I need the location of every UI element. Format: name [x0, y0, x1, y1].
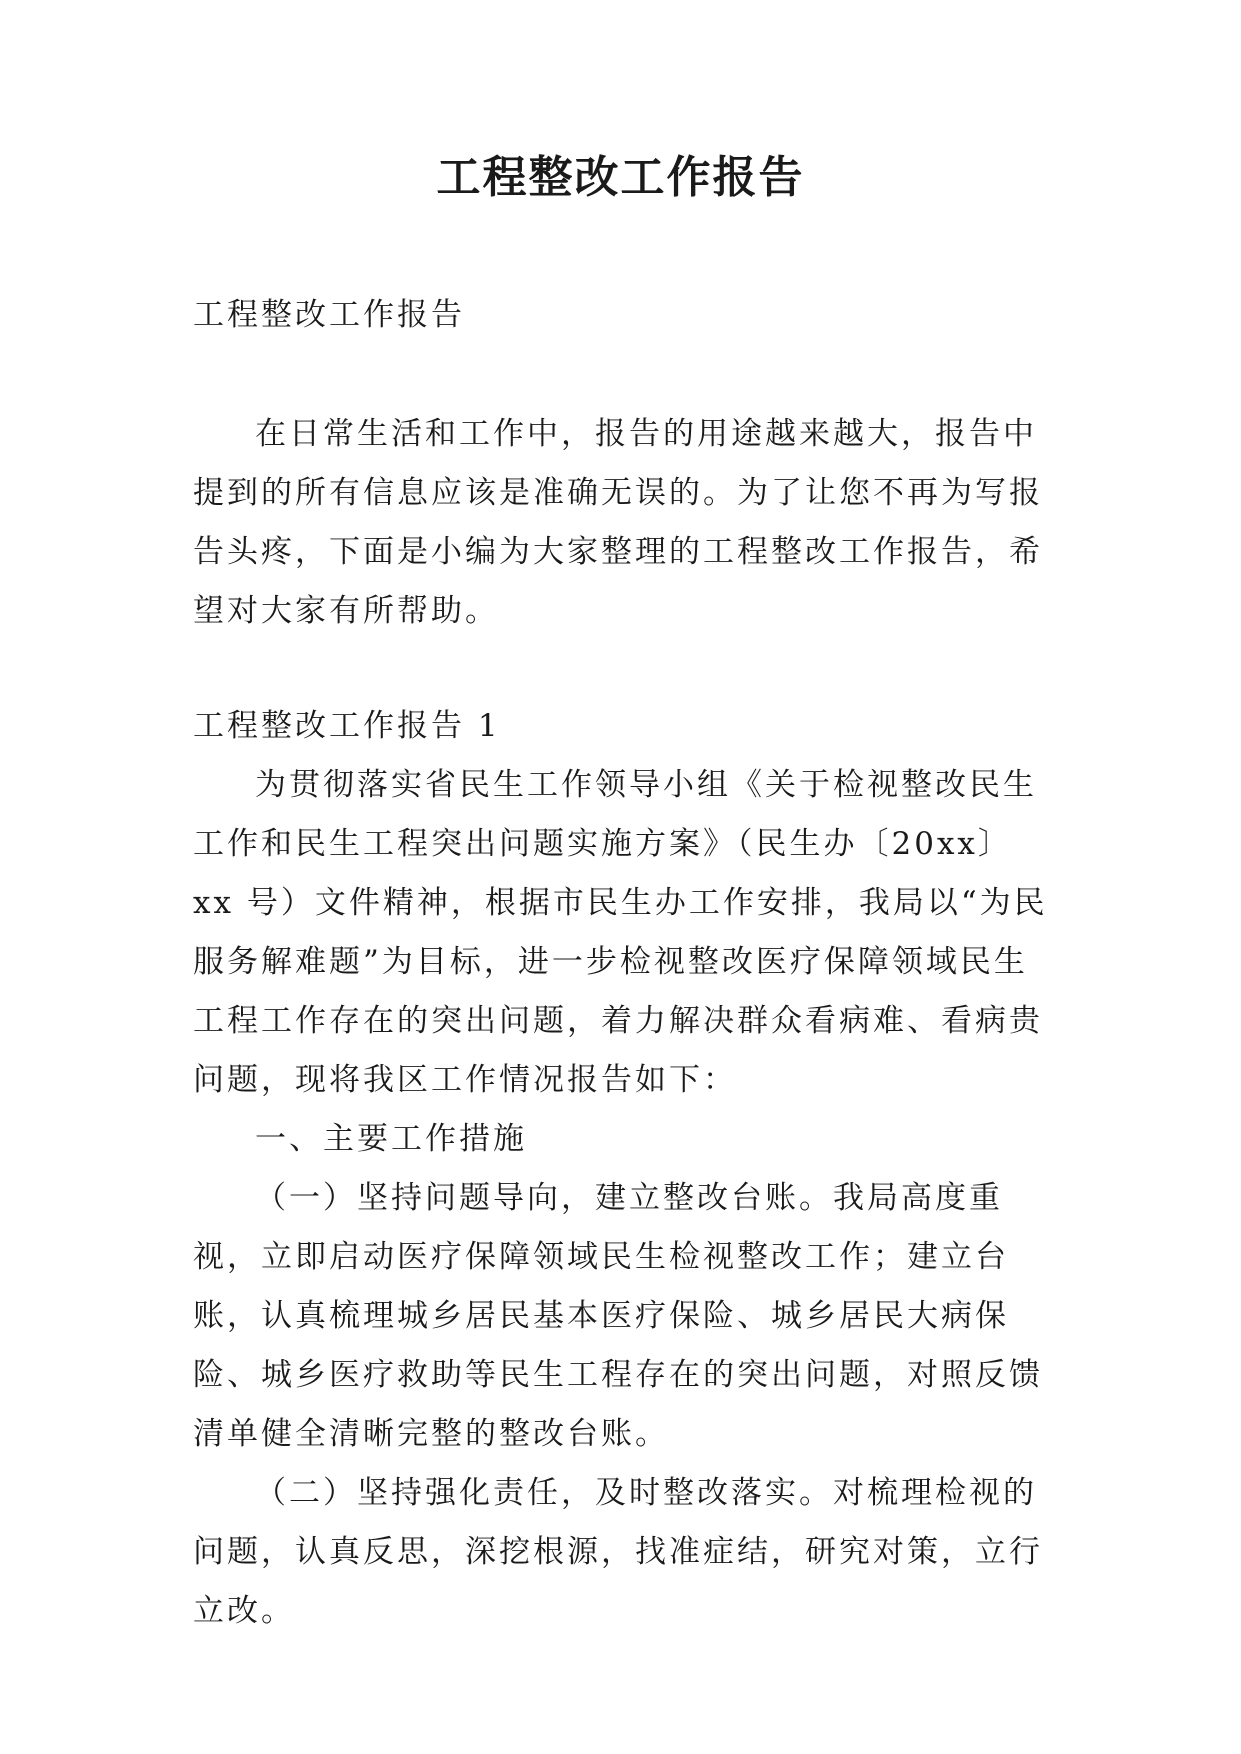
- document-subtitle: 工程整改工作报告: [193, 297, 465, 333]
- item-2-paragraph: （二）坚持强化责任，及时整改落实。对梳理检视的问题，认真反思，深挖根源，找准症结，研究对策，立行立改。: [193, 1475, 1043, 1629]
- document-subtitle-block: [193, 286, 1051, 345]
- intro-block: [193, 405, 1051, 641]
- report-1-paragraph: 为贯彻落实省民生工作领导小组《关于检视整改民生工作和民生工程突出问题实施方案》（民生办〔20xx〕xx 号）文件精神，根据市民生办工作安排，我局以“为民服务解难题”为目标，进一步检视整改医疗保障领域民生工程工作存在的突出问题，着力解决群众看病难、看病贵问题，现将我区工作情况报告如下：: [193, 767, 1048, 1098]
- report-1-block: [193, 697, 1051, 1641]
- report-1-heading: 工程整改工作报告 1: [193, 708, 501, 744]
- intro-paragraph: 在日常生活和工作中，报告的用途越来越大，报告中提到的所有信息应该是准确无误的。为了让您不再为写报告头疼，下面是小编为大家整理的工程整改工作报告，希望对大家有所帮助。: [193, 416, 1043, 629]
- item-1-paragraph: （一）坚持问题导向，建立整改台账。我局高度重视，立即启动医疗保障领域民生检视整改工作；建立台账，认真梳理城乡居民基本医疗保险、城乡居民大病保险、城乡医疗救助等民生工程存在的突出问题，对照反馈清单健全清晰完整的整改台账。: [193, 1180, 1043, 1452]
- section-1-heading: 一、主要工作措施: [255, 1121, 527, 1157]
- document-title: 工程整改工作报告: [436, 152, 805, 203]
